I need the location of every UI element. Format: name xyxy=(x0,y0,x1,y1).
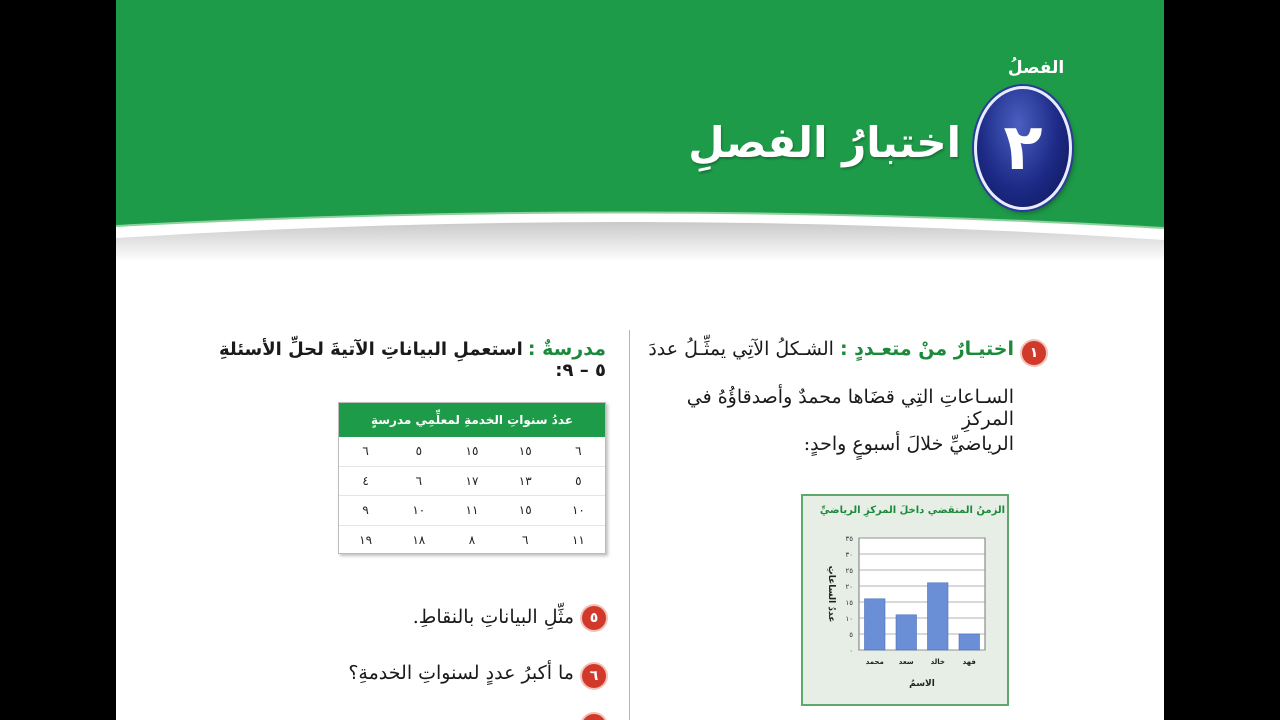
chart-canvas xyxy=(803,496,1011,708)
question-1-line-3: الرياضيِّ خلالَ أسبوعٍ واحدٍ: xyxy=(803,433,1014,455)
bar-chart xyxy=(801,494,1009,706)
table-cell: ٨ xyxy=(468,533,476,548)
x-tick-label: سعد xyxy=(898,658,914,666)
table-cell: ١٠ xyxy=(571,503,585,518)
table-cell: ٦ xyxy=(575,444,582,459)
chapter-word: الفصلُ xyxy=(1007,58,1065,78)
y-tick-label: ١٥ xyxy=(845,599,853,607)
table-cell: ١٥ xyxy=(518,444,532,459)
table-cell: ٤ xyxy=(362,473,369,488)
table-cell: ١٨ xyxy=(412,533,426,548)
y-tick-label: ٢٥ xyxy=(845,567,853,575)
table-cell: ١٥ xyxy=(465,444,479,459)
school-instruction: استعملِ البياناتِ الآتيةَ لحلِّ الأسئلةِ ٥ – ٩: xyxy=(218,339,606,381)
chapter-header xyxy=(116,0,1164,260)
textbook-page xyxy=(116,0,1164,720)
table-cell: ٦ xyxy=(521,533,529,548)
chart-bar xyxy=(959,634,979,650)
table-row xyxy=(339,467,605,497)
y-tick-label: ١٠ xyxy=(845,615,853,623)
x-tick-label: خالد xyxy=(930,658,945,666)
table-body xyxy=(339,437,605,555)
table-cell: ٩ xyxy=(362,503,369,518)
table-cell: ٦ xyxy=(415,473,423,488)
y-axis-label: عددُ الساعاتِ xyxy=(826,565,836,623)
question-1-badge: ١ xyxy=(1022,341,1046,365)
chapter-number-badge xyxy=(974,86,1072,210)
table-cell: ١٧ xyxy=(465,473,479,488)
question-5-text: مثِّلِ البياناتِ بالنقاطِ. xyxy=(412,606,574,628)
x-axis-label: الاسمُ xyxy=(909,679,935,689)
y-tick-label: ٣٠ xyxy=(845,551,853,559)
column-divider xyxy=(629,330,630,720)
table-cell: ٦ xyxy=(362,444,369,459)
question-1-heading: اختيـارٌ منْ متعـددٍ : xyxy=(839,338,1014,360)
table-title: عددُ سنواتِ الخدمةِ لمعلِّمِي مدرسةٍ xyxy=(339,403,605,437)
school-heading: مدرسةٌ : xyxy=(527,338,606,360)
question-1-line-2: السـاعاتِ التِي قضَاها محمدٌ وأصدقاؤُهُ في المركزِ xyxy=(686,386,1014,430)
table-cell: ١٩ xyxy=(359,533,373,548)
school-intro xyxy=(206,338,606,381)
table-cell: ١٥ xyxy=(518,503,532,518)
y-tick-label: ٣٥ xyxy=(845,535,853,543)
y-tick-label: ٥ xyxy=(849,631,853,639)
y-tick-label: ٠ xyxy=(849,647,853,655)
y-tick-label: ٢٠ xyxy=(845,583,853,591)
table-cell: ١١ xyxy=(571,533,585,548)
table-row xyxy=(339,496,605,526)
chart-title: الزمنُ المنقضي داخلَ المركزِ الرياضيِّ xyxy=(819,505,1005,516)
table-row xyxy=(339,526,605,556)
table-cell: ١١ xyxy=(465,503,479,518)
table-cell: ١٣ xyxy=(518,473,532,488)
chart-bar xyxy=(865,599,885,650)
question-5-badge: ٥ xyxy=(582,606,606,630)
chapter-number: ٢ xyxy=(1003,111,1043,185)
table-row xyxy=(339,437,605,467)
question-7-badge-partial xyxy=(582,714,606,720)
table-cell: ١٠ xyxy=(412,503,426,518)
service-years-table xyxy=(338,402,606,554)
chart-bar xyxy=(896,615,916,650)
table-cell: ٥ xyxy=(415,444,423,459)
table-cell: ٥ xyxy=(575,473,582,488)
question-1-line-1 xyxy=(646,338,1014,360)
question-6-text: ما أكبرُ عددٍ لسنواتِ الخدمةِ؟ xyxy=(348,662,574,684)
chart-bar xyxy=(928,583,948,650)
question-1-text-1: الشـكلُ الآتِي يمثِّـلُ عددَ xyxy=(648,338,834,360)
page-title: اختبارُ الفصلِ xyxy=(688,118,961,167)
x-tick-label: محمد xyxy=(865,658,884,666)
question-6-badge: ٦ xyxy=(582,664,606,688)
x-tick-label: فهد xyxy=(962,658,976,666)
